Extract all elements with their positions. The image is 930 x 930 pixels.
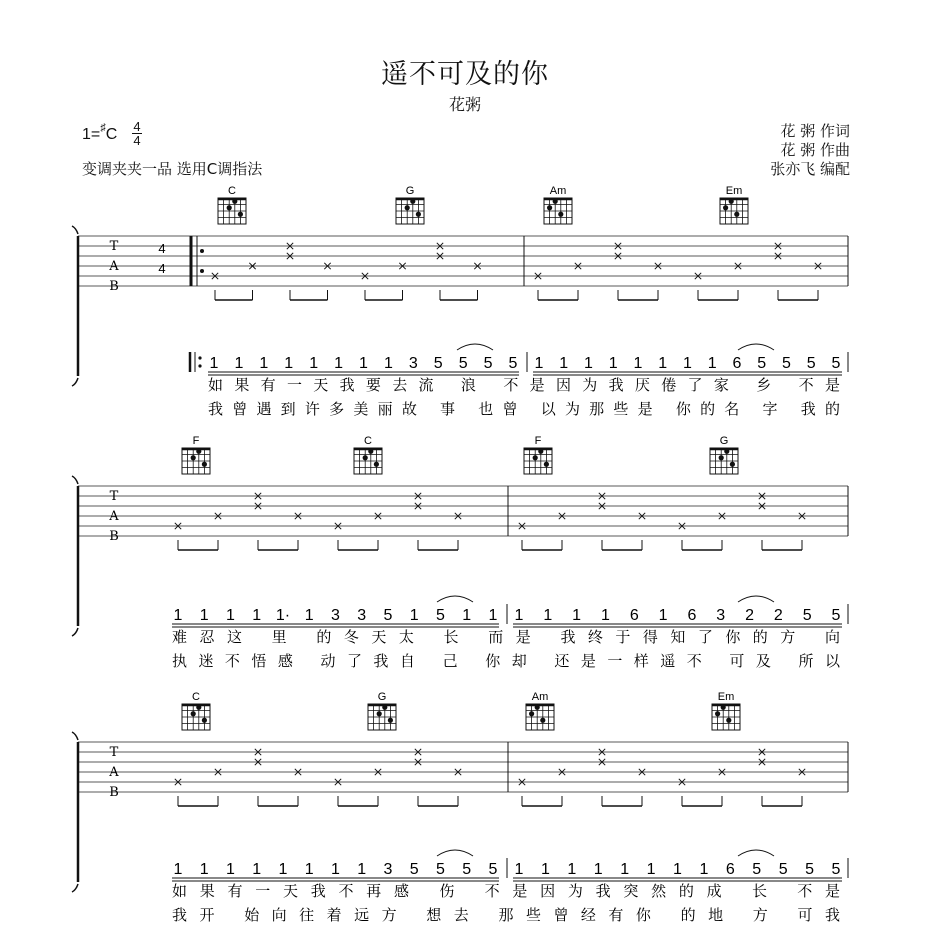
repeat-dot bbox=[200, 249, 204, 253]
lyric-line-1: 难忍这 里 的冬天太 长 而是 我终于得知了你的方 向 bbox=[172, 628, 840, 646]
time-bottom: 4 bbox=[133, 133, 141, 148]
tab-label: B bbox=[109, 279, 119, 294]
chord-dot bbox=[227, 205, 232, 210]
chord-dot bbox=[540, 718, 545, 723]
chord-dot bbox=[730, 462, 735, 467]
lyric-line-1: 如果有一天我不再感 伤 不是因为我突然的成 长 不是 bbox=[172, 882, 840, 900]
chord-dot bbox=[382, 705, 387, 710]
lyric-line-2: 我曾遇到许多美丽故 事 也曾 以为那些是 你的名 字 我的 bbox=[208, 400, 840, 418]
sharp-symbol: ♯ bbox=[100, 122, 106, 134]
tab-label: B bbox=[109, 529, 119, 544]
jianpu-note: 1 bbox=[259, 355, 269, 372]
chord-dot bbox=[416, 212, 421, 217]
chord-dot bbox=[202, 462, 207, 467]
jianpu-note: 1 bbox=[658, 607, 668, 624]
jianpu-note: 2 bbox=[773, 607, 783, 624]
jianpu-note: 3 bbox=[383, 861, 393, 878]
chord-name: G bbox=[719, 435, 729, 447]
chord-dot bbox=[533, 455, 538, 460]
chord-name: C bbox=[228, 185, 236, 197]
jianpu-note: 5 bbox=[508, 355, 518, 372]
jianpu-note: 1 bbox=[304, 607, 314, 624]
chord-name: G bbox=[377, 691, 387, 703]
tie-arc bbox=[738, 596, 774, 602]
tie-arc bbox=[437, 850, 473, 856]
jianpu-note: 6 bbox=[629, 607, 639, 624]
jianpu-note: 5 bbox=[757, 355, 767, 372]
jianpu-note: 1 bbox=[409, 607, 419, 624]
chord-name: Am bbox=[549, 185, 567, 197]
chord-dot bbox=[238, 212, 243, 217]
tab-label: A bbox=[109, 765, 119, 780]
lyric-line-2: 执迷不悟感 动了我自 己 你却 还是一样遥不 可及 所以 bbox=[172, 652, 840, 670]
chord-name: Em bbox=[717, 691, 735, 703]
jianpu-note: 5 bbox=[782, 355, 791, 372]
chord-dot bbox=[196, 449, 201, 454]
jianpu-note: 1 bbox=[543, 607, 553, 624]
credit-lyricist: 花 粥 作词 bbox=[780, 122, 850, 140]
jianpu-note: 1 bbox=[226, 861, 235, 878]
jianpu-note: 1 bbox=[633, 355, 643, 372]
tie-arc bbox=[738, 344, 774, 350]
credit-composer: 花 粥 作曲 bbox=[780, 141, 850, 159]
jianpu-note: 1 bbox=[252, 861, 262, 878]
tie-arc bbox=[437, 596, 473, 602]
key-note: C bbox=[105, 126, 118, 143]
chord-dot bbox=[363, 455, 368, 460]
chord-dot bbox=[715, 711, 720, 716]
jianpu-note: 3 bbox=[408, 355, 418, 372]
jianpu-note: 2 bbox=[745, 607, 754, 624]
jianpu-note: 1 bbox=[331, 861, 340, 878]
jianpu-note: 1 bbox=[584, 355, 593, 372]
jianpu-note: 1 bbox=[309, 355, 319, 372]
jianpu-note: 6 bbox=[687, 607, 697, 624]
chord-name: G bbox=[405, 185, 415, 197]
jianpu-note: 5 bbox=[831, 861, 841, 878]
jianpu-note: 6 bbox=[725, 861, 735, 878]
repeat-dot bbox=[198, 356, 201, 359]
jianpu-note: 5 bbox=[806, 355, 816, 372]
jianpu-note: 1 bbox=[683, 355, 692, 372]
tab-time-digit: 4 bbox=[158, 261, 166, 276]
jianpu-note: 5 bbox=[409, 861, 419, 878]
tab-label: A bbox=[109, 509, 119, 524]
chord-dot bbox=[723, 205, 728, 210]
jianpu-note: 3 bbox=[357, 607, 367, 624]
jianpu-note: 5 bbox=[462, 861, 472, 878]
chord-name: F bbox=[534, 435, 542, 447]
jianpu-note: 1· bbox=[275, 607, 291, 624]
chord-dot bbox=[535, 705, 540, 710]
jianpu-note: 5 bbox=[488, 861, 498, 878]
jianpu-note: 1 bbox=[488, 607, 498, 624]
jianpu-note: 1 bbox=[540, 861, 550, 878]
jianpu-note: 5 bbox=[483, 355, 493, 372]
jianpu-note: 5 bbox=[831, 355, 841, 372]
tab-label: B bbox=[109, 785, 119, 800]
chord-name: F bbox=[192, 435, 200, 447]
jianpu-note: 1 bbox=[699, 861, 709, 878]
chord-dot bbox=[368, 449, 373, 454]
chord-dot bbox=[232, 199, 237, 204]
jianpu-note: 1 bbox=[559, 355, 569, 372]
jianpu-note: 1 bbox=[226, 607, 235, 624]
jianpu-note: 1 bbox=[567, 861, 577, 878]
chord-name: Am bbox=[531, 691, 549, 703]
jianpu-note: 5 bbox=[458, 355, 468, 372]
chord-dot bbox=[202, 718, 207, 723]
jianpu-note: 1 bbox=[284, 355, 294, 372]
jianpu-note: 1 bbox=[620, 861, 630, 878]
jianpu-note: 1 bbox=[359, 355, 368, 372]
jianpu-note: 1 bbox=[199, 861, 209, 878]
lyric-line-2: 我开 始向往着远方 想去 那些曾经有你 的地 方 可我 bbox=[172, 906, 840, 924]
chord-dot bbox=[547, 205, 552, 210]
jianpu-note: 1 bbox=[601, 607, 610, 624]
jianpu-note: 5 bbox=[802, 607, 812, 624]
jianpu-note: 5 bbox=[778, 861, 788, 878]
chord-name: C bbox=[364, 435, 372, 447]
song-artist: 花粥 bbox=[448, 95, 481, 114]
jianpu-note: 1 bbox=[199, 607, 209, 624]
chord-dot bbox=[721, 705, 726, 710]
jianpu-note: 1 bbox=[383, 355, 393, 372]
jianpu-note: 1 bbox=[462, 607, 472, 624]
chord-dot bbox=[734, 212, 739, 217]
jianpu-note: 1 bbox=[673, 861, 682, 878]
jianpu-note: 1 bbox=[658, 355, 668, 372]
chord-dot bbox=[405, 205, 410, 210]
chord-dot bbox=[410, 199, 415, 204]
jianpu-note: 5 bbox=[433, 355, 443, 372]
jianpu-note: 5 bbox=[436, 607, 445, 624]
jianpu-note: 1 bbox=[173, 607, 183, 624]
chord-dot bbox=[374, 462, 379, 467]
chord-dot bbox=[558, 212, 563, 217]
tab-time-digit: 4 bbox=[158, 241, 166, 256]
chord-dot bbox=[388, 718, 393, 723]
jianpu-note: 1 bbox=[707, 355, 717, 372]
jianpu-note: 1 bbox=[646, 861, 656, 878]
repeat-dot bbox=[198, 364, 201, 367]
jianpu-note: 6 bbox=[732, 355, 742, 372]
jianpu-note: 1 bbox=[173, 861, 183, 878]
jianpu-note: 3 bbox=[331, 607, 340, 624]
chord-dot bbox=[553, 199, 558, 204]
time-top: 4 bbox=[133, 119, 141, 134]
tab-label: A bbox=[109, 259, 119, 274]
jianpu-note: 1 bbox=[608, 355, 618, 372]
chord-dot bbox=[191, 455, 196, 460]
capo-note: 变调夹夹一品 选用C调指法 bbox=[82, 160, 263, 178]
chord-dot bbox=[724, 449, 729, 454]
chord-name: Em bbox=[725, 185, 743, 197]
jianpu-note: 1 bbox=[234, 355, 244, 372]
jianpu-note: 1 bbox=[252, 607, 262, 624]
jianpu-note: 1 bbox=[514, 607, 524, 624]
jianpu-note: 1 bbox=[593, 861, 603, 878]
jianpu-note: 1 bbox=[278, 861, 288, 878]
jianpu-note: 1 bbox=[514, 861, 524, 878]
jianpu-note: 1 bbox=[572, 607, 582, 624]
jianpu-note: 5 bbox=[436, 861, 445, 878]
chord-name: C bbox=[192, 691, 200, 703]
chord-dot bbox=[529, 711, 534, 716]
chord-dot bbox=[726, 718, 731, 723]
jianpu-note: 5 bbox=[752, 861, 762, 878]
chord-dot bbox=[719, 455, 724, 460]
song-title: 遥不可及的你 bbox=[381, 59, 549, 90]
credit-arranger: 张亦飞 编配 bbox=[770, 160, 850, 178]
jianpu-note: 1 bbox=[304, 861, 314, 878]
jianpu-note: 3 bbox=[716, 607, 726, 624]
key-prefix: 1= bbox=[82, 126, 101, 143]
jianpu-note: 1 bbox=[534, 355, 544, 372]
tie-arc bbox=[457, 344, 493, 350]
chord-dot bbox=[538, 449, 543, 454]
chord-dot bbox=[729, 199, 734, 204]
jianpu-note: 1 bbox=[357, 861, 367, 878]
tab-label: T bbox=[109, 239, 119, 254]
repeat-dot bbox=[200, 269, 204, 273]
chord-dot bbox=[544, 462, 549, 467]
jianpu-note: 5 bbox=[805, 861, 815, 878]
chord-dot bbox=[377, 711, 382, 716]
lyric-line-1: 如果有一天我要去流 浪 不是因为我厌倦了家 乡 不是 bbox=[208, 376, 840, 394]
jianpu-note: 1 bbox=[334, 355, 344, 372]
tie-arc bbox=[738, 850, 774, 856]
tab-label: T bbox=[109, 489, 119, 504]
jianpu-note: 5 bbox=[383, 607, 393, 624]
jianpu-note: 5 bbox=[831, 607, 841, 624]
tab-label: T bbox=[109, 745, 119, 760]
chord-dot bbox=[191, 711, 196, 716]
chord-dot bbox=[196, 705, 201, 710]
jianpu-note: 1 bbox=[209, 355, 219, 372]
